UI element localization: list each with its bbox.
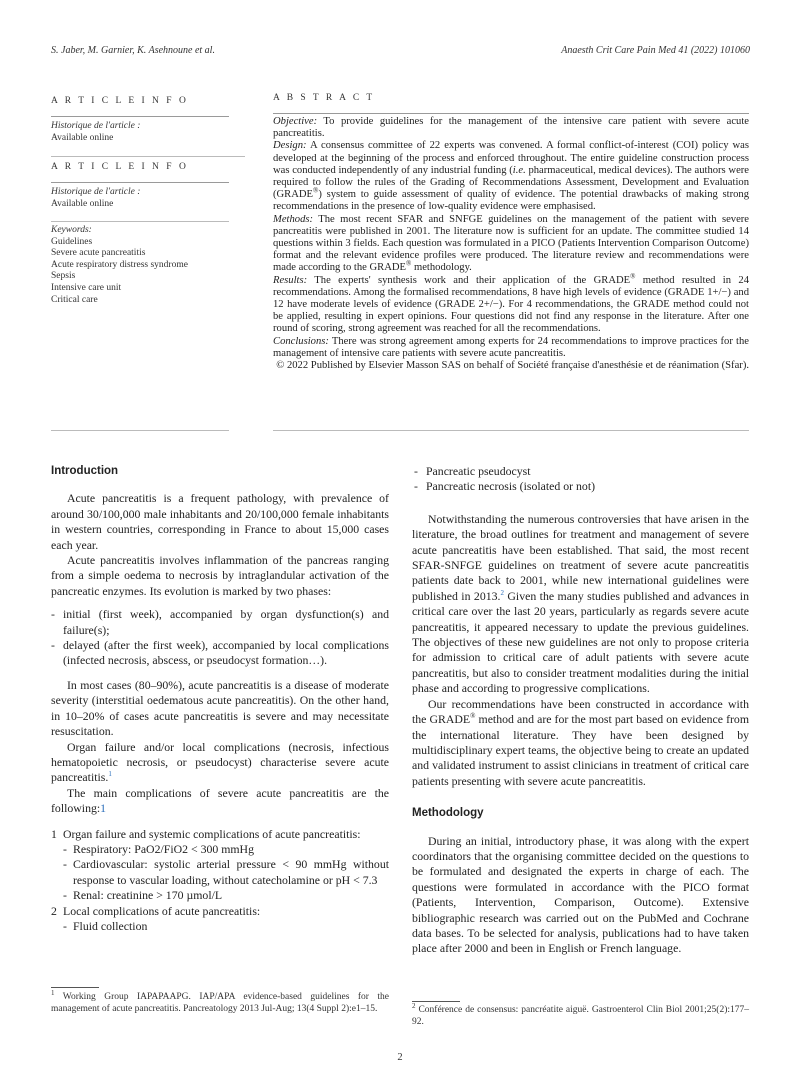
paragraph: During an initial, introductory phase, it was along with the expert coordinators that the organising committee decided on the questions to be formulated and designated the experts in charge of each. The questions were formulated in accordance with the PICO format (Patients, Intervention, Comparison, Outcome). Extensive bibliographic research was carried out on the PubMed and Cochrane data bases. To be selected for analysis, publications had to have taken place after 2000 and been in English or French language. (412, 833, 749, 956)
keywords-label: Keywords: (51, 225, 92, 235)
keyword-item: Sepsis (51, 271, 76, 282)
footnote-1: $^1$ Working Group IAPAPAAPG. IAP/APA evidence-based guidelines for the management of acute pancreatitis. Pancreatology 2013 Jul-Aug; 13(4 Suppl 2):e1–15. (51, 988, 389, 1014)
abstract-results: Results: The experts' synthesis work and their application of the GRADE® method resulted in 24 recommendations. Among the formalised recommendations, 8 have high levels of evidence (GRADE 1+/−) and 12 have moderate levels of evidence (GRADE 2+/−). For 4 recommendations, the GRADE method could not be applied, resulting in expert opinions. Four questions did not find any response in the literature. After one round of scoring, strong agreement was reached for all the recommendations. (273, 272, 749, 335)
abstract-body (273, 116, 749, 372)
history-value: Available online (51, 133, 114, 143)
paragraph: Acute pancreatitis involves inflammation of the pancreas ranging from a simple oedema to necrosis by intraglandular activation of the pancreatic enzymes. Its evolution is marked by two phases: (51, 553, 389, 598)
section-heading-introduction: Introduction (51, 465, 119, 477)
keyword-item: Acute respiratory distress syndrome (51, 259, 188, 270)
paragraph: In most cases (80–90%), acute pancreatitis is a disease of moderate severity (interstitial oedematous acute pancreatitis). On the other hand, in 10–20% of cases acute pancreatitis is severe and may necessitate resuscitation. (51, 677, 389, 739)
article-info-rule-2 (51, 182, 229, 183)
footnote-rule-2 (412, 1001, 460, 1002)
list-item: - delayed (after the first week), accompanied by local complications (infected necrosis, abscess, or pseudocyst formation…). (51, 638, 389, 668)
page-number: 2 (397, 1052, 403, 1063)
sub-list-item: - Cardiovascular: systolic arterial pressure < 90 mmHg without response to vascular loading, without catecholamine or pH < 7.3 (63, 857, 389, 887)
sub-list-item: - Respiratory: PaO2/FiO2 < 300 mmHg (63, 841, 254, 856)
keyword-item: Intensive care unit (51, 282, 122, 293)
paragraph: Organ failure and/or local complications (necrosis, infectious hematopoietic necrosis, or pseudocyst) characterise severe acute pancreatitis.$^1$ (51, 739, 389, 785)
article-info-heading: A R T I C L E I N F O (51, 96, 189, 106)
footnote-ref-link[interactable]: 1 (100, 801, 107, 816)
paragraph: Acute pancreatitis is a frequent pathology, with prevalence of around 30/100,000 male inhabitants and 20/100,000 female inhabitants in western countries, corresponding in France to about 15,000 cases each year. (51, 491, 389, 552)
keyword-item: Severe acute pancreatitis (51, 248, 146, 259)
body-right-column (412, 464, 749, 957)
paragraph: Our recommendations have been constructed in accordance with the GRADE® method and are for the most part based on evidence from the international literature. They have been designed by multidisciplinary expert teams, the objective being to create an updated and validated instrument to assist clinicians in treatment of critical care patients presenting with severe acute pancreatitis. (412, 696, 750, 788)
keywords-block (51, 225, 188, 306)
sub-list-item: - Fluid collection (63, 918, 148, 933)
paragraph: Notwithstanding the numerous controversies that have arisen in the literature, the broad outlines for treatment and management of severe acute pancreatitis have been established. That said, the most recent SFAR-SNFGE guidelines on treatment of severe acute pancreatitis patients date back to 2001, while new international guidelines were published in 2013.$^2$ Given the many studies published and advances in critical care over the last 20 years, particularly as regards severe acute pancreatitis, it appeared necessary to update the previous guidelines. The objectives of these new guidelines are not only to propose criteria for admission to critical care of adult patients with severe acute pancreatitis, but also to consider treatment modalities during the initial phase and according to progressive complications. (412, 511, 749, 696)
sub-list-item: - Pancreatic necrosis (isolated or not) (414, 479, 596, 494)
keyword-item: Guidelines (51, 236, 93, 247)
sub-list-item: - Pancreatic pseudocyst (414, 464, 531, 478)
keyword-item: Critical care (51, 294, 98, 305)
running-header-authors: S. Jaber, M. Garnier, K. Asehnoune et al. (51, 45, 215, 56)
history-label-2: Historique de l'article : (51, 187, 141, 197)
numbered-item: 2 Local complications of acute pancreatitis: (51, 903, 261, 918)
abstract-conclusions: Conclusions: There was strong agreement among experts for 24 recommendations to improve practices for the management of intensive care patients with severe acute pancreatitis. (273, 335, 749, 359)
footnote-ref-link[interactable]: 2 (500, 588, 504, 597)
footnote-ref-link[interactable]: 1 (108, 770, 112, 779)
abstract-bottom-rule (273, 430, 749, 431)
history-label: Historique de l'article : (51, 121, 141, 131)
article-info-rule (51, 116, 229, 117)
copyright-notice: © 2022 Published by Elsevier Masson SAS on behalf of Société française d'anesthésie et de réanimation (Sfar). (276, 360, 749, 372)
article-info-bottom-rule (51, 430, 229, 431)
article-info-divider (51, 156, 245, 157)
section-heading-methodology: Methodology (412, 807, 484, 820)
footnote-rule (51, 987, 99, 988)
history-value-2: Available online (51, 199, 114, 209)
sub-list-item: - Renal: creatinine > 170 µmol/L (63, 888, 223, 903)
abstract-design: Design: A consensus committee of 22 experts was convened. A formal conflict-of-interest (COI) policy was developed at the beginning of the process and enforced throughout. The entire guideline construction process was conducted independently of any industrial funding (i.e. pharmaceutical, medical devices). The authors were required to follow the rules of the Grading of Recommendations Assessment, Development and Evaluation (GRADE®) system to guide assessment of quality of evidence. The potential drawbacks of making strong recommendations in the presence of low-quality evidence were emphasised. (273, 140, 749, 213)
article-info-heading-2: A R T I C L E I N F O (51, 162, 189, 172)
abstract-objective: Objective: To provide guidelines for the management of the intensive care patient with severe acute pancreatitis. (273, 116, 749, 140)
keywords-divider (51, 221, 229, 222)
abstract-top-rule (273, 113, 749, 114)
running-header-journal: Anaesth Crit Care Pain Med 41 (2022) 101060 (561, 45, 750, 56)
body-left-column (51, 464, 389, 934)
abstract-methods: Methods: The most recent SFAR and SNFGE guidelines on the management of the patient with severe pancreatitis were published in 2001. The literature now is sufficient for an update. The committee studied 14 questions within 3 fields. Each question was formulated in a PICO (Patients Intervention Comparison Outcome) format and the relevant evidence profiles were produced. The literature review and recommendations were made according to the GRADE® methodology. (273, 213, 749, 274)
numbered-item: 1 Organ failure and systemic complications of acute pancreatitis: (51, 826, 361, 841)
paragraph: The main complications of severe acute pancreatitis are the following:1 (51, 785, 389, 816)
footnote-2: $^2$ Conférence de consensus: pancréatite aiguë. Gastroenterol Clin Biol 2001;25(2):177–92. (412, 1001, 749, 1027)
list-item: - initial (first week), accompanied by organ dysfunction(s) and failure(s); (51, 607, 389, 637)
abstract-heading: A B S T R A C T (273, 93, 375, 103)
